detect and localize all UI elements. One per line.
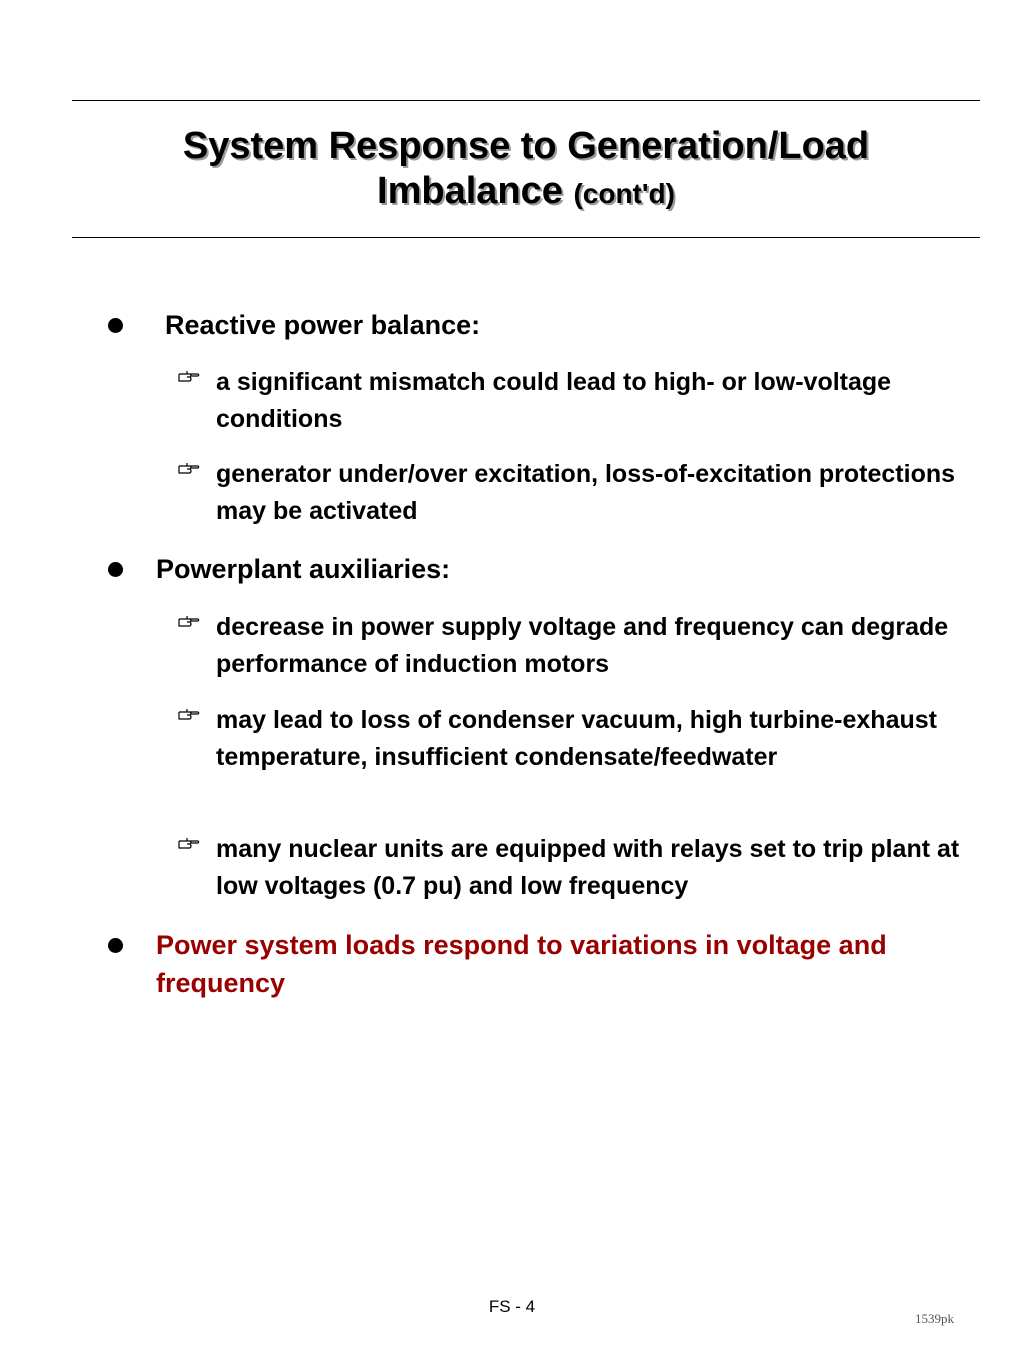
pointing-hand-icon (178, 460, 200, 476)
title-suffix: (cont'd) (573, 178, 675, 209)
title-line-2 (72, 169, 980, 216)
bullet-text: Reactive power balance: (165, 310, 481, 340)
sub-item-text: generator under/over excitation, loss-of-excitation protections may be activated (216, 460, 956, 525)
title-bottom-rule (72, 237, 980, 238)
title-top-rule (72, 100, 980, 101)
pointing-hand-icon (178, 613, 200, 629)
bullet-text: Power system loads respond to variations in voltage and frequency (156, 930, 887, 998)
pointing-hand-icon (178, 368, 200, 384)
bullet-dot-icon (108, 938, 123, 953)
slide-title (72, 124, 980, 216)
bullet-dot-icon (108, 562, 123, 577)
sub-item-text: decrease in power supply voltage and frequency can degrade performance of induction motors (216, 613, 949, 678)
pointing-hand-icon (178, 706, 200, 722)
sub-item-text: may lead to loss of condenser vacuum, high turbine-exhaust temperature, insufficient condensate/feedwater (216, 706, 937, 771)
title-line-1: System Response to Generation/Load (182, 125, 870, 167)
document-code: 1539pk (915, 1311, 954, 1326)
bullet-dot-icon (108, 318, 123, 333)
sub-item-text: many nuclear units are equipped with relays set to trip plant at low voltages (0.7 pu) and low frequency (216, 835, 960, 900)
title-line-2-main: Imbalance (377, 170, 563, 212)
page-number: FS - 4 (488, 1297, 536, 1316)
bullet-text: Powerplant auxiliaries: (156, 554, 451, 584)
sub-item-text: a significant mismatch could lead to high- or low-voltage conditions (216, 368, 892, 433)
pointing-hand-icon (178, 835, 200, 851)
